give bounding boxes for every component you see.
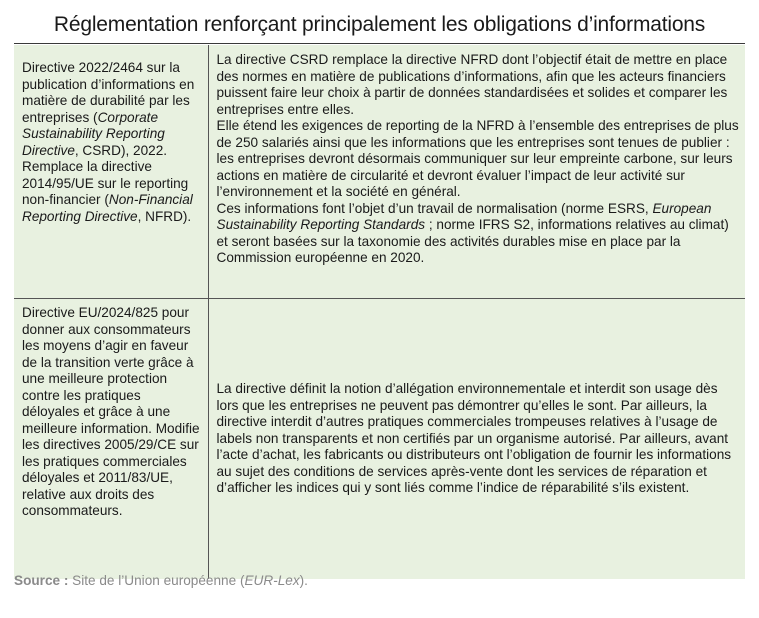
description-paragraph: La directive CSRD remplace la directive NFRD dont l’objectif était de mettre en place des normes en matière de publications d’informations, afin que les acteurs financiers puissent faire leur choix à partir de données standardisées et solides et comparer les entreprises entre elles. (216, 52, 728, 117)
description-paragraph: Elle étend les exigences de reporting de la NFRD à l’ensemble des entreprises de plus de 250 salariés ainsi que les informations que les entreprises sont tenues de publier : les entreprises devront désormais communiquer sur leur empreinte carbone, sur leurs actions en matière de circularité et devront évaluer l’impact de leur activité sur l’environnement et la société en général. (216, 118, 739, 199)
directive-text-part: , NFRD). (137, 208, 192, 224)
description-cell-csrd (208, 45, 745, 299)
directive-cell-csrd (14, 45, 208, 299)
regulation-table (14, 45, 745, 579)
source-note (14, 573, 308, 588)
description-paragraph (217, 201, 740, 267)
source-italic: EUR-Lex (244, 573, 300, 588)
directive-italic-csrd: Corporate Sustainability Reporting Directive (22, 109, 165, 158)
directive-cell-2024-825: Directive EU/2024/825 pour donner aux consommateurs les moyens d’agir en faveur de la transition verte grâce à une meilleure protection contre les pratiques déloyales et grâce à une meilleure information. Modifie les directives 2005/29/CE sur les pratiques commerciales déloyales et 2011/83/UE, relative aux droits des consommateurs. (14, 299, 208, 580)
source-text: Site de l’Union européenne ( (68, 573, 245, 588)
description-italic-esrs: European Sustainability Reporting Standards (216, 200, 712, 232)
table-row (14, 299, 745, 580)
source-label: Source : (14, 573, 69, 588)
description-text-part: ; norme IFRS S2, informations relatives au climat) et seront basées sur la taxonomie des activités durables mise en place par la Commission européenne en 2020. (216, 217, 729, 265)
description-paragraph: La directive définit la notion d’allégation environnementale et interdit son usage dès lors que les entreprises ne peuvent pas démontrer qu’elles le sont. Par ailleurs, la directive interdit d’autres pratiques commerciales trompeuses relatives à l’usage de labels non transparents et non certifiés par un organisme autorisé. Par ailleurs, avant l’acte d’achat, les fabricants ou distributeurs ont l’obligation de fournir les informations au sujet des conditions de services après-vente dont les services de réparation et d’afficher les indices qui y sont liés comme l’indice de réparabilité s’ils existent. (216, 381, 732, 496)
title-rule (14, 43, 745, 44)
table-title: Réglementation renforçant principalement les obligations d’informations (53, 13, 706, 36)
description-cell-2024-825 (208, 299, 745, 580)
source-end: ). (299, 573, 308, 588)
table-row (14, 45, 745, 299)
directive-text-part: Directive 2022/2464 sur la publication d’informations en matière de durabilité par les entreprises ( (22, 60, 195, 125)
directive-italic-nfrd: Non-Financial Reporting Directive (22, 192, 193, 224)
directive-text-part: , CSRD), 2022. Remplace la directive 2014/95/UE sur le reporting non-financier ( (22, 142, 189, 207)
description-text-part: Ces informations font l’objet d’un travail de normalisation (norme ESRS, (216, 200, 653, 216)
